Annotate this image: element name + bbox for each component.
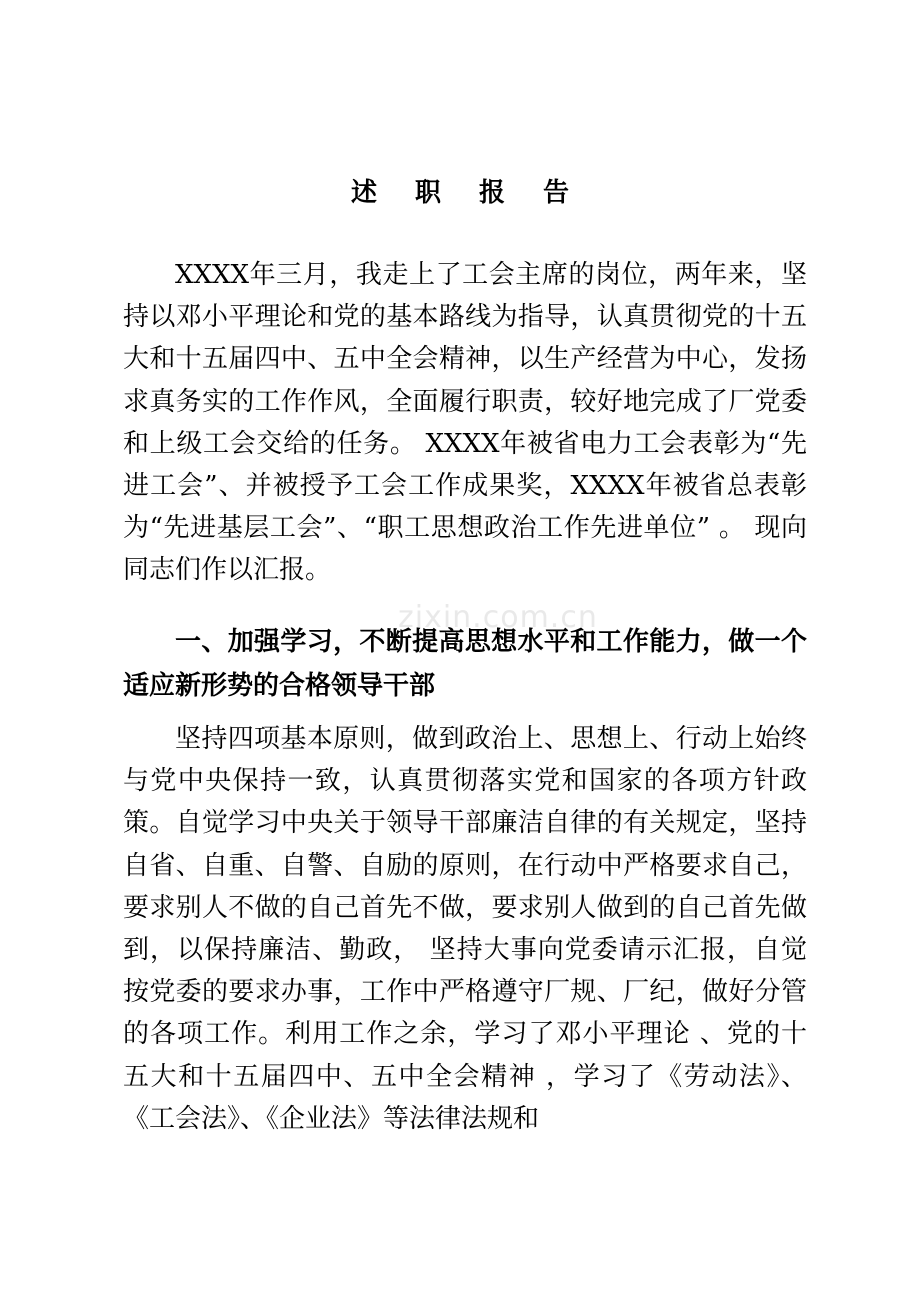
intro-paragraph-block	[123, 254, 807, 592]
intro-paragraph: XXXX年三月，我走上了工会主席的岗位，两年来，坚持以邓小平理论和党的基本路线为指导，认真贯彻党的十五大和十五届四中、五中全会精神，以生产经营为中心，发扬求真务实的工作作风，全面履行职责，较好地完成了厂党委和上级工会交给的任务。 XXXX年被省电力工会表彰为“先进工会”、并被授予工会工作成果奖，XXXX年被省总表彰为“先进基层工会”、“职工思想政治工作先进单位” 。 现向同志们作以汇报。	[123, 260, 807, 586]
watermark: zixin.com.cn	[398, 600, 598, 635]
section-paragraph-block	[123, 718, 807, 1140]
section-heading: 一、加强学习，不断提高思想水平和工作能力，做一个适应新形势的合格领导干部	[123, 627, 807, 701]
document-title: 述职报告	[350, 178, 607, 208]
section-paragraph: 坚持四项基本原则，做到政治上、思想上、行动上始终与党中央保持一致，认真贯彻落实党和国家的各项方针政策。自觉学习中央关于领导干部廉洁自律的有关规定，坚持自省、自重、自警、自励的原则，在行动中严格要求自己，要求别人不做的自己首先不做，要求别人做到的自己首先做到，以保持廉洁、勤政， 坚持大事向党委请示汇报，自觉按党委的要求办事，工作中严格遵守厂规、厂纪，做好分管的各项工作。利用工作之余，学习了邓小平理论 、党的十五大和十五届四中、五中全会精神 ，学习了《劳动法》、《工会法》、《企业法》等法律法规和	[123, 724, 807, 1134]
